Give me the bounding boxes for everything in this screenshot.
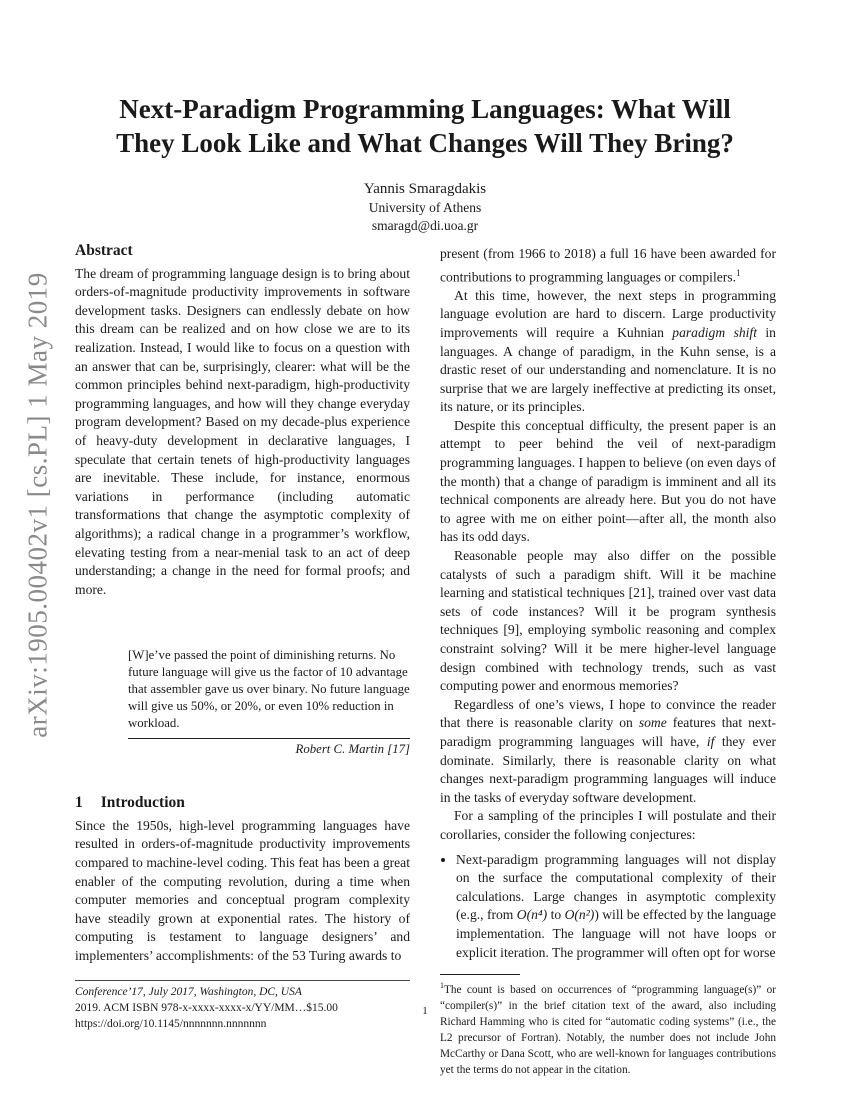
footnote	[440, 962, 776, 1078]
right-paragraph-1	[440, 245, 776, 287]
arxiv-stamp: arXiv:1905.00402v1 [cs.PL] 1 May 2019	[22, 272, 53, 738]
paragraph-text: in languages. A change of paradigm, in the Kuhn sense, is a drastic reset of our understanding and nomenclature. It is no surprise that we are largely ineffective at predicting its onset, its nature, or its principles.	[440, 324, 776, 415]
epigraph-text: [W]e’ve passed the point of diminishing returns. No future language will give us the factor of 10 advantage that assembler gave us over binary. No future language will give us 50%, or 20%, or even 10% reduction in workload.	[128, 648, 410, 731]
right-paragraph-6: For a sampling of the principles I will postulate and their corollaries, consider the following conjectures:	[440, 808, 776, 842]
paragraph-text: Regardless of one’s views, I hope to convince the reader that there is reasonable clarity on	[440, 696, 776, 731]
right-paragraph-4: Reasonable people may also differ on the possible catalysts of such a paradigm shift. Will it be machine learning and statistical techniques [21], trained over vast data sets of code instances? Will it be program synthesis techniques [9], employing symbolic reasoning and complex constraint solving? Will it be mere higher-level language design combined with technology trends, such as vast computing power and enormous memories?	[440, 548, 776, 694]
math: O(n⁴)	[516, 907, 548, 923]
bullet-text: ) will be effected by the language implementation. The language will not have loops or explicit iteration. The programmer will often opt for worse	[456, 907, 776, 960]
intro-paragraph: Since the 1950s, high-level programming languages have resulted in orders-of-magnitude productivity improvements compared to machine-level coding. This feat has been a great enabler of the computing revolution, during a time when computer memories and conceptual program complexity have steadily grown at exponential rates. The history of computing is testament to language designers’ and implementers’ accomplishments: of the 53 Turing awards to	[75, 817, 410, 964]
epigraph	[128, 647, 410, 758]
bullet-text: to	[547, 907, 565, 923]
epigraph-rule	[128, 738, 410, 739]
paragraph-text: present (from 1966 to 2018) a full 16 have been awarded for contributions to programming languages or compilers.	[440, 246, 776, 285]
section-title: Introduction	[100, 794, 185, 812]
emphasis: if	[706, 733, 715, 749]
abstract-text: The dream of programming language design is to bring about orders-of-magnitude productivity improvements in software development tasks. Designers can endlessly debate on how this dream can be realized and on how close we are to its realization. Instead, I would like to focus on a question with an answer that can be, surprisingly, clearer: what will be the common principles behind next-paradigm, high-productivity programming languages, and how will they change everyday program development? Based on my decade-plus experience of heavy-duty development in declarative languages, I speculate that certain tenets of high-productivity languages are inevitable. These include, for instance, enormous variations in performance (including automatic transformations that change the asymptotic complexity of algorithms); a radical change in a programmer’s workflow, elevating testing from a near-menial task to an act of deep understanding; a change in the need for formal proofs; and more.	[75, 265, 410, 597]
footnote-number: 1	[440, 981, 444, 991]
author-affiliation: University of Athens	[368, 200, 482, 215]
title-line-2: They Look Like and What Changes Will They Bring?	[116, 128, 734, 158]
list-item	[456, 851, 776, 963]
conference-venue: Conference’17, July 2017, Washington, DC, USA	[75, 985, 302, 998]
section-heading	[75, 794, 410, 813]
paragraph-text: features that next-paradigm programming languages will have,	[440, 715, 776, 749]
footnote-mark: 1	[735, 267, 741, 278]
math: O(n²)	[564, 907, 595, 923]
emphasis: some	[638, 715, 667, 731]
author-name: Yannis Smaragdakis	[363, 181, 487, 197]
right-paragraph-3: Despite this conceptual difficulty, the present paper is an attempt to peer behind the veil of next-paradigm programming languages. I happen to believe (on even days of the month) that a change of paradigm is imminent and all its technical components are already here. But you do not have to agree with me on either point—after all, the month also has its odd days.	[440, 417, 776, 545]
page-number: 1	[422, 1005, 428, 1017]
footnote-rule	[440, 974, 520, 975]
conference-info	[75, 966, 410, 1032]
section-number: 1	[75, 794, 83, 812]
left-column	[75, 242, 410, 1032]
footnote-text: The count is based on occurrences of “programming language(s)” or “compiler(s)” in the brief citation text of the award, also including Richard Hamming who is cited for “automatic coding systems” (i.e., the L2 precursor of Fortran). Notably, the number does not include John McCarthy or Dana Scott, who are well-known for languages contributions yet the terms do not appear in the citation.	[440, 983, 776, 1076]
author-email: smaragd@di.uoa.gr	[371, 218, 479, 233]
right-column	[440, 245, 776, 1078]
paper-title	[0, 92, 850, 160]
conference-doi[interactable]: https://doi.org/10.1145/nnnnnnn.nnnnnnn	[75, 1017, 267, 1030]
right-paragraph-2	[440, 287, 776, 417]
paragraph-text: At this time, however, the next steps in programming language evolution are hard to discern. Large productivity improvements will require a Kuhnian	[440, 287, 776, 340]
author-block	[0, 180, 850, 235]
paragraph-text: they ever dominate. Similarly, there is reasonable clarity on what changes next-paradigm programming languages will induce in the tasks of everyday software development.	[440, 733, 777, 805]
abstract-heading: Abstract	[75, 242, 133, 259]
epigraph-attribution: Robert C. Martin [17]	[295, 742, 410, 757]
title-line-1: Next-Paradigm Programming Languages: What Will	[119, 94, 731, 124]
conference-rule	[75, 980, 410, 1032]
conference-isbn: 2019. ACM ISBN 978-x-xxxx-xxxx-x/YY/MM…$15.00	[75, 1001, 338, 1014]
conjecture-list	[440, 851, 776, 963]
right-paragraph-5	[440, 696, 776, 808]
bullet-text: Next-paradigm programming languages will not display on the surface the computational complexity of their calculations. Large changes in asymptotic complexity (e.g., from	[456, 851, 776, 923]
emphasis: paradigm shift	[672, 324, 757, 340]
